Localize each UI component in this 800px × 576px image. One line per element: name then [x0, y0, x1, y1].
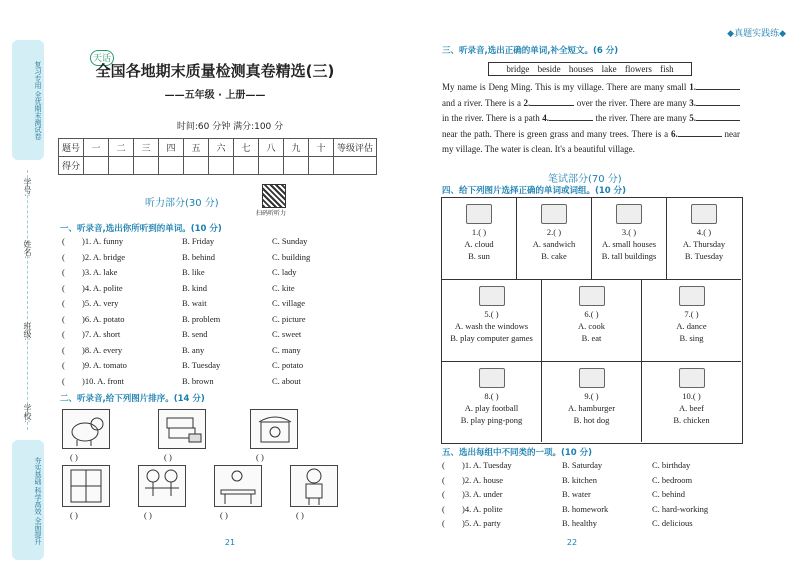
choice-a: A. dance: [676, 321, 707, 331]
books-picture-icon: [158, 409, 206, 449]
answer-paren-open[interactable]: (: [62, 375, 65, 386]
passage-text: near my village. The water is clean. It's a beautiful village.: [442, 128, 740, 154]
option-b: B. homework: [562, 503, 609, 514]
choice-number[interactable]: 7.( ): [684, 309, 699, 319]
answer-paren-open[interactable]: (: [442, 503, 445, 514]
option-c: C. lady: [272, 267, 297, 277]
spine-dashed-line: [27, 170, 28, 430]
score-header-cell: 九: [284, 139, 309, 157]
ping-pong-icon: [479, 368, 505, 388]
choice-b: B. chicken: [673, 415, 710, 425]
score-header-cell: 四: [159, 139, 184, 157]
choice-number[interactable]: 2.( ): [546, 227, 562, 237]
children-picture-icon: [138, 465, 186, 507]
passage-text: in the river. There is a path: [442, 113, 543, 123]
picture-choice-cell: [442, 362, 542, 442]
score-cell[interactable]: [134, 157, 159, 175]
blank-number: 2.: [523, 97, 531, 108]
choice-a: A. play football: [464, 403, 519, 413]
option-c: C. building: [272, 251, 311, 262]
answer-paren-open[interactable]: (: [62, 313, 65, 324]
option-b: B. brown: [182, 375, 214, 386]
section3-title: 三、听录音,选出正确的单词,补全短文。(6 分): [442, 46, 619, 56]
choice-number[interactable]: 5.( ): [484, 309, 499, 319]
chicken-icon: [679, 368, 705, 388]
choice-b: B. cake: [541, 251, 567, 261]
choice-b: B. Tuesday: [684, 251, 724, 261]
score-table: [58, 138, 377, 175]
choice-b: B. tall buildings: [601, 251, 657, 261]
picture-choice-cell: [517, 198, 592, 280]
score-cell[interactable]: [259, 157, 284, 175]
answer-paren-open[interactable]: (: [442, 460, 445, 470]
passage-text: My name is Deng Ming. This is my village. There are many small: [442, 82, 690, 92]
spine-label-student-id: 学号:: [23, 178, 32, 197]
option-a: )10. A. front: [82, 375, 125, 386]
answer-paren[interactable]: ( ): [164, 452, 172, 462]
option-b: B. Friday: [182, 236, 215, 246]
option-c: C. bedroom: [652, 474, 693, 485]
choice-a: A. cook: [578, 321, 605, 331]
answer-paren[interactable]: ( ): [144, 510, 152, 520]
score-cell[interactable]: [109, 157, 134, 175]
option-a: )6. A. potato: [82, 313, 125, 324]
blank-field[interactable]: [530, 96, 574, 106]
blank-number: 1.: [689, 82, 696, 92]
answer-paren-open[interactable]: (: [62, 236, 65, 246]
spine-label-school: 学校:: [23, 404, 32, 423]
option-c: C. potato: [272, 360, 304, 370]
section2-title: 二、听录音,给下列图片排序。(14 分): [60, 394, 205, 404]
option-b: B. send: [182, 329, 208, 339]
choice-number[interactable]: 4.( ): [696, 227, 712, 237]
picture-choice-cell: [667, 198, 741, 280]
option-a: )1. A. funny: [82, 236, 124, 246]
series-badge: 天话: [90, 50, 114, 66]
answer-paren[interactable]: ( ): [70, 510, 78, 520]
score-row-label: 得分: [59, 157, 84, 175]
passage-text: the river. There are many: [592, 113, 690, 123]
section4-title: 四、给下列图片选择正确的单词或词组。(10 分): [442, 186, 627, 196]
choice-a: A. small houses: [601, 239, 657, 249]
choice-a: A. sandwich: [532, 239, 576, 249]
option-a: )8. A. every: [82, 344, 123, 355]
blank-field[interactable]: [678, 127, 722, 137]
time-score-line: 时间:60 分钟 满分:100 分: [176, 122, 284, 132]
boy-picture-icon: [290, 465, 338, 507]
option-b: B. any: [182, 344, 205, 355]
blank-field[interactable]: [549, 111, 593, 121]
choice-a: A. hamburger: [567, 403, 616, 413]
score-cell[interactable]: [184, 157, 209, 175]
blank-number: 3.: [689, 97, 696, 108]
score-table-score-row: [59, 157, 377, 175]
cloud-icon: [466, 204, 492, 224]
option-c: C. kite: [272, 282, 295, 293]
score-cell[interactable]: [309, 157, 334, 175]
score-header-cell: 五: [184, 139, 209, 157]
choice-b: B. play computer games: [450, 333, 533, 343]
option-a: )1. A. Tuesday: [462, 460, 512, 470]
option-c: C. hard-working: [652, 503, 709, 514]
score-header-cell: 八: [259, 139, 284, 157]
score-cell[interactable]: [159, 157, 184, 175]
score-table-header-row: [59, 139, 377, 157]
picture-choice-cell: [542, 362, 642, 442]
word-bank-box: bridge beside houses lake flowers fish: [488, 62, 692, 76]
answer-paren[interactable]: ( ): [70, 452, 78, 462]
score-header-cell: 七: [234, 139, 259, 157]
blank-field[interactable]: [696, 96, 740, 106]
qr-code-icon[interactable]: [262, 184, 286, 208]
answer-paren[interactable]: ( ): [256, 452, 264, 462]
choice-a: A. Thursday: [682, 239, 726, 249]
option-c: C. many: [272, 344, 301, 355]
passage-text: over the river. There are many: [574, 97, 690, 108]
score-header-cell: 十: [309, 139, 334, 157]
passage-text: and a river. There is a: [442, 97, 524, 108]
option-a: )3. A. under: [462, 489, 503, 499]
choice-number[interactable]: 10.( ): [682, 391, 701, 401]
choice-number[interactable]: 6.( ): [584, 309, 599, 319]
answer-paren-open[interactable]: (: [62, 267, 65, 277]
choice-b: B. play ping-pong: [460, 415, 523, 425]
answer-paren-open[interactable]: (: [442, 518, 445, 528]
option-a: )4. A. polite: [82, 282, 123, 293]
qr-label: 扫码听听力: [256, 210, 287, 217]
score-cell[interactable]: [209, 157, 234, 175]
section1-title: 一、听录音,选出你所听到的单词。(10 分): [60, 224, 222, 234]
option-a: )2. A. house: [462, 474, 504, 485]
option-c: C. picture: [272, 313, 306, 324]
option-a: )5. A. party: [462, 518, 501, 528]
series-corner-label: ◆真题实践练◆: [727, 29, 786, 39]
passage-text: near the path. There is green grass and many trees. There is a: [442, 128, 671, 139]
spine-top-text: 复习专用 全优期末测试卷: [34, 60, 41, 140]
telephone-picture-icon: [250, 409, 298, 449]
option-a: )7. A. short: [82, 329, 121, 339]
option-b: B. healthy: [562, 518, 597, 528]
option-b: B. kitchen: [562, 474, 597, 485]
spine-bottom-text: 夯实基础 科学高效 全面提升: [34, 457, 41, 545]
choice-number[interactable]: 9.( ): [584, 391, 599, 401]
option-b: B. kind: [182, 282, 208, 293]
choice-b: B. hot dog: [573, 415, 610, 425]
choice-a: A. beef: [678, 403, 704, 413]
written-section-header: 笔试部分(70 分): [548, 174, 622, 185]
blank-number: 6.: [670, 128, 678, 139]
choice-number[interactable]: 8.( ): [484, 391, 499, 401]
blank-number: 5.: [689, 113, 696, 123]
sandwich-icon: [541, 204, 567, 224]
picture-choice-cell: [542, 280, 642, 362]
choice-b: B. sun: [468, 251, 490, 261]
answer-paren-open[interactable]: (: [62, 360, 65, 370]
answer-paren-open[interactable]: (: [62, 298, 65, 308]
computer-icon: [479, 286, 505, 306]
option-b: B. problem: [182, 313, 221, 324]
hamburger-icon: [579, 368, 605, 388]
option-c: C. Sunday: [272, 236, 308, 246]
spine-label-name: 姓名:: [23, 240, 32, 259]
dancer-icon: [679, 286, 705, 306]
score-header-cell: 题号: [59, 139, 84, 157]
option-b: B. Tuesday: [182, 360, 221, 370]
option-c: C. village: [272, 298, 306, 308]
option-a: )9. A. tomato: [82, 360, 127, 370]
answer-paren[interactable]: ( ): [220, 510, 228, 520]
dog-picture-icon: [62, 409, 110, 449]
score-header-cell: 二: [109, 139, 134, 157]
picture-choice-cell: [642, 362, 741, 442]
building-icon: [616, 204, 642, 224]
cloze-passage: [442, 80, 740, 158]
option-c: C. about: [272, 375, 301, 386]
answer-paren-open[interactable]: (: [62, 282, 65, 293]
page-number-right: 22: [566, 538, 578, 547]
answer-paren-open[interactable]: (: [62, 251, 65, 262]
choice-b: B. sing: [679, 333, 704, 343]
option-a: )2. A. bridge: [82, 251, 125, 262]
option-b: B. Saturday: [562, 460, 603, 470]
section5-title: 五、选出每组中不同类的一项。(10 分): [442, 448, 593, 458]
picture-choice-grid: [441, 197, 743, 444]
answer-paren-open[interactable]: (: [442, 474, 445, 485]
option-b: B. behind: [182, 251, 216, 262]
option-c: C. delicious: [652, 518, 693, 528]
choice-number[interactable]: 3.( ): [621, 227, 637, 237]
answer-paren-open[interactable]: (: [62, 329, 65, 339]
picture-choice-cell: [642, 280, 741, 362]
choice-a: A. wash the windows: [454, 321, 529, 331]
score-header-cell: 六: [209, 139, 234, 157]
option-a: )4. A. polite: [462, 503, 503, 514]
option-b: B. water: [562, 489, 591, 499]
picture-choice-cell: [592, 198, 667, 280]
score-cell[interactable]: [84, 157, 109, 175]
score-cell[interactable]: [284, 157, 309, 175]
chef-icon: [579, 286, 605, 306]
score-cell[interactable]: [334, 157, 377, 175]
window-picture-icon: [62, 465, 110, 507]
score-header-cell: 等级评估: [334, 139, 377, 157]
answer-paren[interactable]: ( ): [296, 510, 304, 520]
score-cell[interactable]: [234, 157, 259, 175]
calendar-icon: [691, 204, 717, 224]
choice-number[interactable]: 1.( ): [471, 227, 487, 237]
option-b: B. wait: [182, 298, 207, 308]
answer-paren-open[interactable]: (: [442, 489, 445, 499]
blank-number: 4.: [542, 113, 549, 123]
picture-choice-cell: [442, 198, 517, 280]
picture-choice-cell: [442, 280, 542, 362]
option-c: C. sweet: [272, 329, 302, 339]
option-c: C. birthday: [652, 460, 691, 470]
score-header-cell: 三: [134, 139, 159, 157]
blank-field[interactable]: [696, 80, 740, 90]
listening-section-header: 听力部分(30 分): [145, 198, 219, 209]
answer-paren-open[interactable]: (: [62, 344, 65, 355]
choice-a: A. cloud: [464, 239, 494, 249]
page-title: 全国各地期末质量检测真卷精选(三): [95, 62, 335, 80]
option-a: )3. A. lake: [82, 267, 118, 277]
desk-picture-icon: [214, 465, 262, 507]
option-c: C. behind: [652, 489, 686, 499]
option-a: )5. A. very: [82, 298, 119, 308]
option-b: B. like: [182, 267, 205, 277]
score-header-cell: 一: [84, 139, 109, 157]
spine-label-class: 班级:: [23, 322, 32, 341]
choice-b: B. eat: [581, 333, 602, 343]
blank-field[interactable]: [696, 111, 740, 121]
grade-subtitle: ——五年级 · 上册——: [164, 90, 266, 101]
page-number-left: 21: [224, 538, 236, 547]
